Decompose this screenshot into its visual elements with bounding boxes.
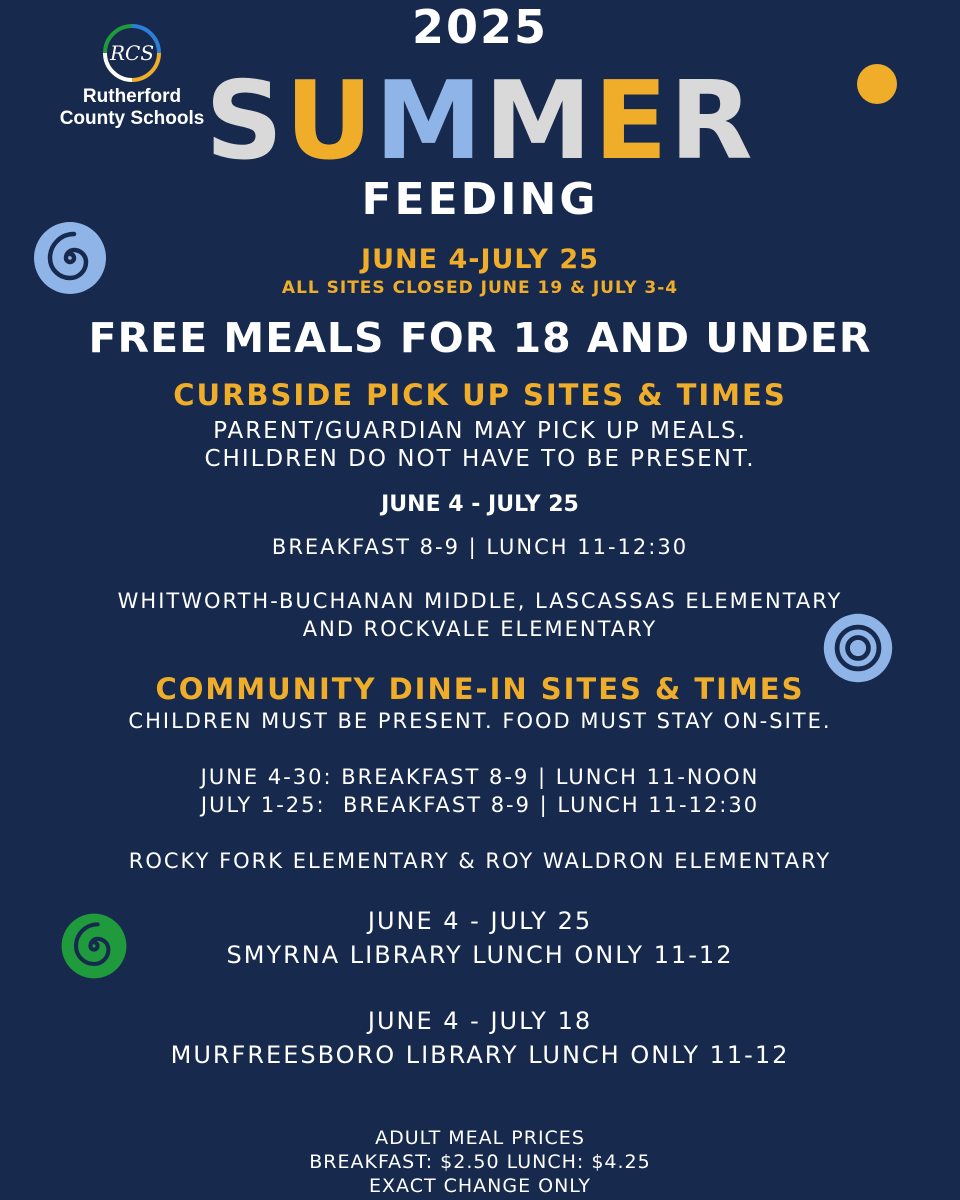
summer-letter: M xyxy=(484,59,594,184)
curbside-note-1: PARENT/GUARDIAN MAY PICK UP MEALS. xyxy=(213,418,747,444)
curbside-note-2: CHILDREN DO NOT HAVE TO BE PRESENT. xyxy=(204,446,756,472)
year-title: 2025 xyxy=(411,0,549,54)
curbside-sites-2: AND ROCKVALE ELEMENTARY xyxy=(302,617,658,641)
curbside-sites-1: WHITWORTH-BUCHANAN MIDDLE, LASCASSAS ELEMENTARY xyxy=(117,589,843,613)
dinein-times-1: JUNE 4-30: BREAKFAST 8-9 | LUNCH 11-NOON xyxy=(200,765,760,789)
headline: FREE MEALS FOR 18 AND UNDER xyxy=(88,314,872,362)
smyrna-dates: JUNE 4 - JULY 25 xyxy=(367,907,593,935)
rcs-monogram: RCS xyxy=(109,41,155,65)
adult-note: EXACT CHANGE ONLY xyxy=(369,1175,591,1197)
summer-letter: M xyxy=(374,59,485,184)
closed-notice: ALL SITES CLOSED JUNE 19 & JULY 3-4 xyxy=(281,278,679,298)
dinein-times-2: JULY 1-25: BREAKFAST 8-9 | LUNCH 11-12:30 xyxy=(200,793,760,817)
summer-title xyxy=(0,59,960,184)
logo-line-2: County Schools xyxy=(59,108,205,129)
curbside-heading: CURBSIDE PICK UP SITES & TIMES xyxy=(173,378,787,412)
dinein-note: CHILDREN MUST BE PRESENT. FOOD MUST STAY ON-SITE. xyxy=(128,709,832,733)
curbside-times: BREAKFAST 8-9 | LUNCH 11-12:30 xyxy=(271,535,689,559)
murfreesboro-dates: JUNE 4 - JULY 18 xyxy=(367,1007,593,1035)
logo-line-1: Rutherford xyxy=(82,86,182,107)
summer-letter: S xyxy=(205,59,286,184)
date-range: JUNE 4-JULY 25 xyxy=(361,244,599,275)
curbside-dates: JUNE 4 - JULY 25 xyxy=(381,492,579,517)
summer-letter: E xyxy=(593,59,670,184)
dinein-heading: COMMUNITY DINE-IN SITES & TIMES xyxy=(155,672,805,706)
summer-letter: R xyxy=(669,59,755,184)
adult-prices: BREAKFAST: $2.50 LUNCH: $4.25 xyxy=(309,1151,651,1173)
summer-letter: U xyxy=(285,59,375,184)
feeding-title: FEEDING xyxy=(361,174,599,225)
smyrna-text: SMYRNA LIBRARY LUNCH ONLY 11-12 xyxy=(226,941,734,969)
dinein-sites: ROCKY FORK ELEMENTARY & ROY WALDRON ELEMENTARY xyxy=(128,849,832,873)
murfreesboro-text: MURFREESBORO LIBRARY LUNCH ONLY 11-12 xyxy=(170,1041,790,1069)
adult-title: ADULT MEAL PRICES xyxy=(375,1127,585,1149)
